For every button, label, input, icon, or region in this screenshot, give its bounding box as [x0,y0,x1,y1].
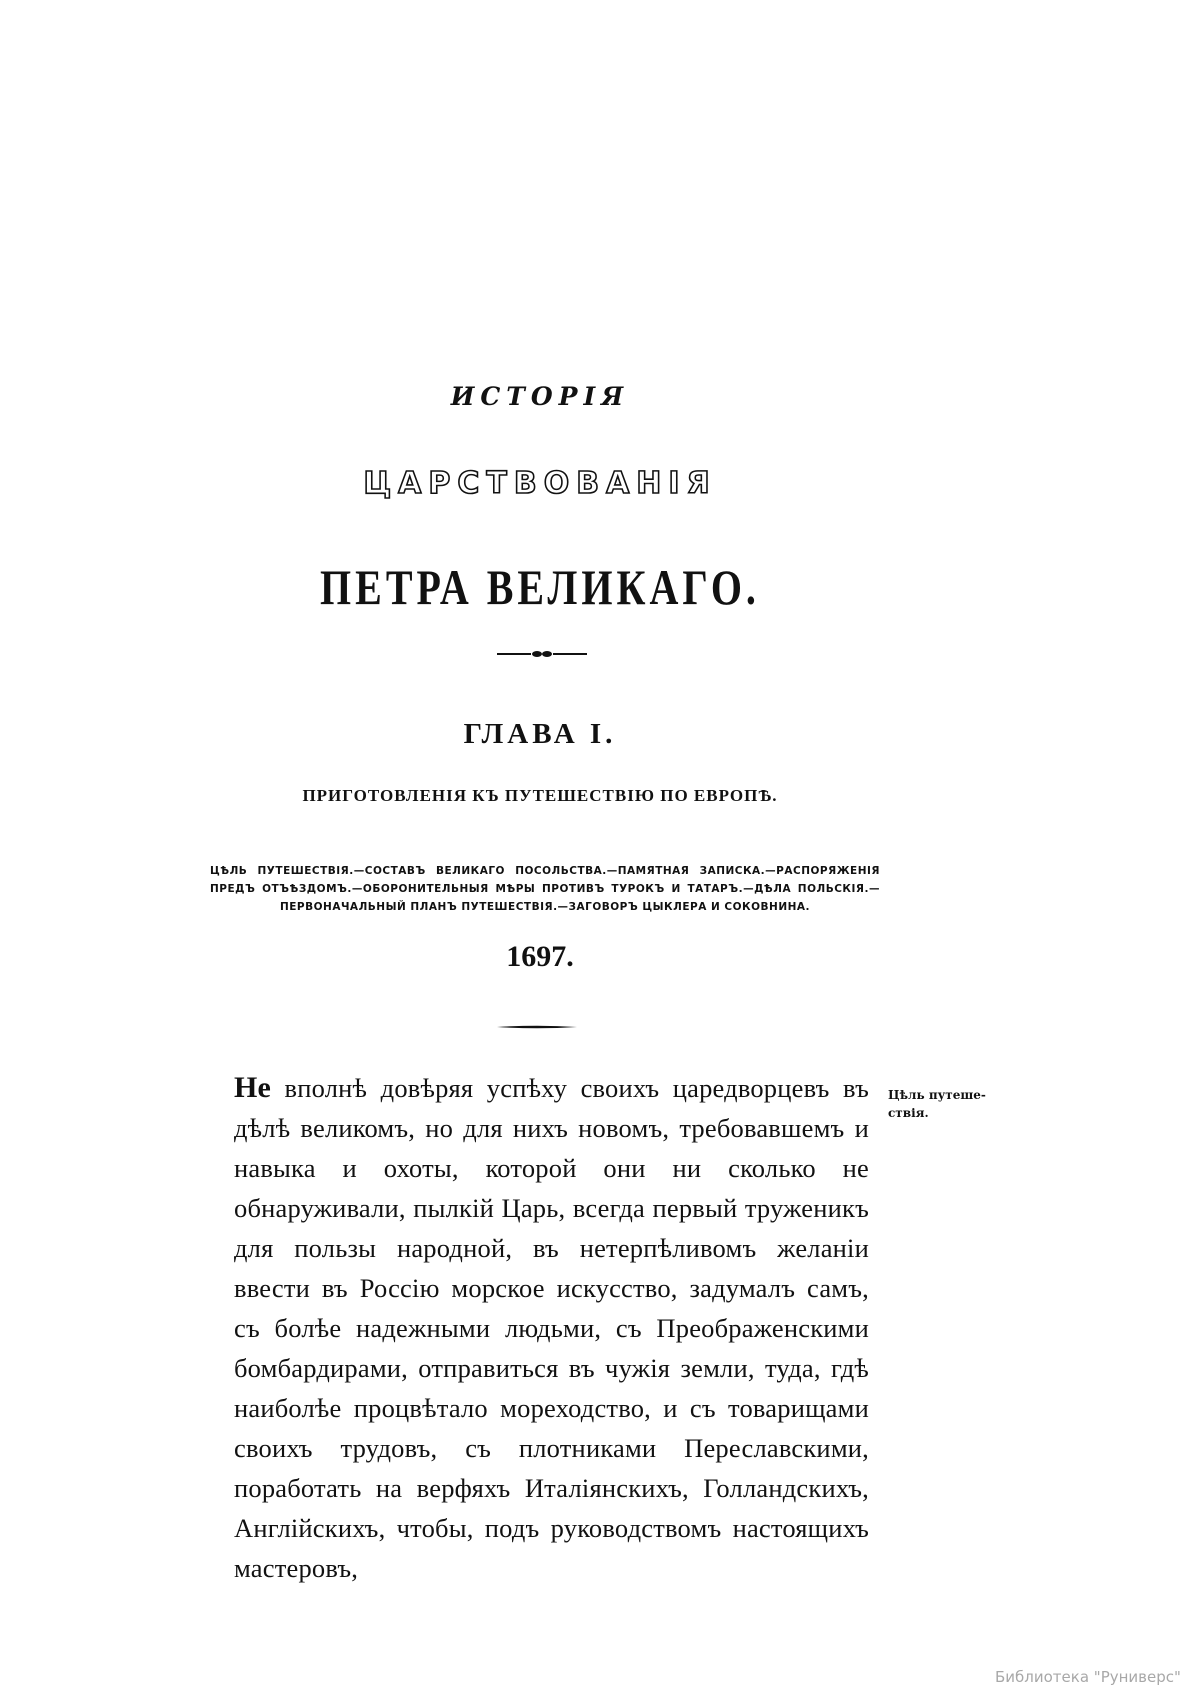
divider-rule [497,1025,577,1029]
body-paragraph [234,1068,869,1588]
ornament-divider-icon [497,648,587,660]
chapter-title: ПРИГОТОВЛЕНІЯ КЪ ПУТЕШЕСТВІЮ ПО ЕВРОПѢ. [302,786,778,805]
title-history: ИСТОРІЯ [450,382,630,411]
chapter-year: 1697. [506,940,574,973]
title-peter-the-great: ПЕТРА ВЕЛИКАГО. [320,559,760,615]
title-reign: ЦАРСТВОВАНІЯ [363,466,717,501]
chapter-number: ГЛАВА I. [463,718,617,750]
body-paragraph-text: вполнѣ довѣряя успѣху своихъ царедворцевъ въ дѣлѣ великомъ, но для нихъ новомъ, требовавшемъ и навыка и охоты, которой они ни сколько не обнаруживали, пылкій Царь, всегда первый труженикъ для пользы народной, въ нетерпѣливомъ желаніи ввести въ Россію морское искусство, задумалъ самъ, съ болѣе надежными людьми, съ Преображенскими бомбардирами, отправиться въ чужія земли, туда, гдѣ наиболѣе процвѣтало мореходство, и съ товарищами своихъ трудовъ, съ плотниками Переславскими, поработать на верфяхъ Италіянскихъ, Голландскихъ, Англійскихъ, чтобы, подъ руководствомъ настоящихъ мастеровъ, [234,1073,869,1583]
margin-note: Цѣль путеше- ствія. [888,1088,986,1120]
drop-word: Не [234,1071,272,1104]
library-watermark: Библиотека "Руниверс" [995,1668,1181,1686]
chapter-summary: ЦѢЛЬ ПУТЕШЕСТВІЯ.—СОСТАВЪ ВЕЛИКАГО ПОСОЛЬСТВА.—ПАМЯТНАЯ ЗАПИСКА.—РАСПОРЯЖЕНІЯ ПРЕДЪ ОТЪѢЗДОМЪ.—ОБОРОНИТЕЛЬНЫЯ МѢРЫ ПРОТИВЪ ТУРОКЪ И ТАТАРЪ.—ДѢЛА ПОЛЬСКІЯ.—ПЕРВОНАЧАЛЬНЫЙ ПЛАНЪ ПУТЕШЕСТВІЯ.—ЗАГОВОРЪ ЦЫКЛЕРА И СОКОВНИНА. [210,865,880,913]
